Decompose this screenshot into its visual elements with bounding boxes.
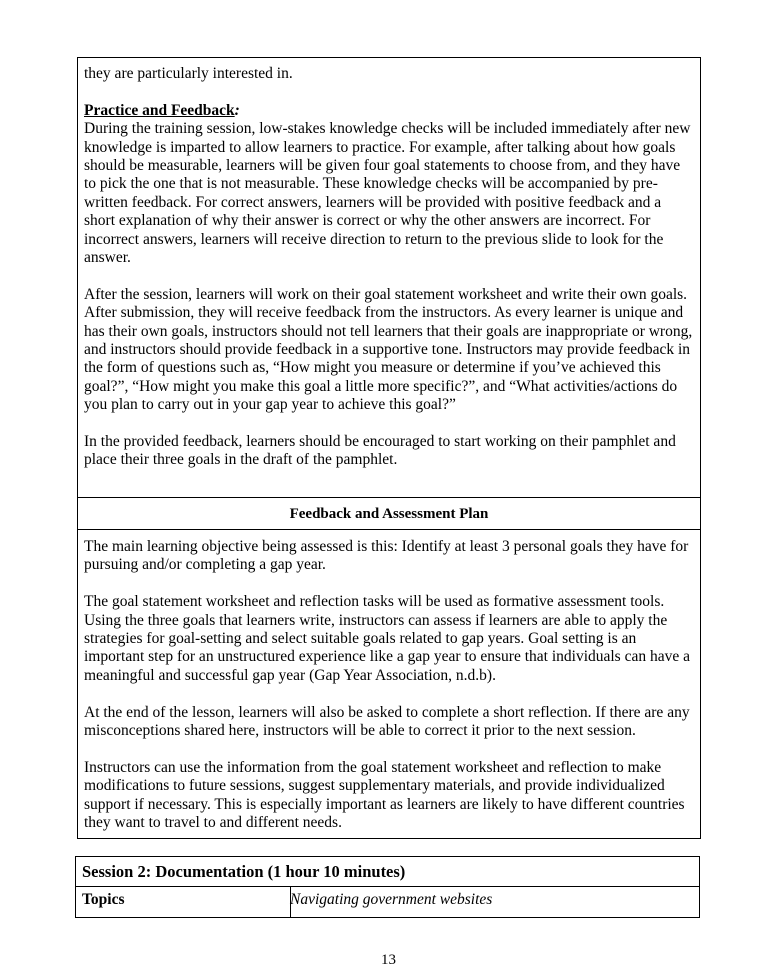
topics-label: Topics [76,887,291,917]
page-number: 13 [381,952,396,968]
practice-paragraph-2: After the session, learners will work on their goal statement worksheet and write their own goals. After submission, they will receive feedback from the instructors. As every learner is unique and has their own goals, instructors should not tell learners that their goals are inappropriate or wrong, and instructors should provide feedback in a supportive tone. Instructors may provide feedback in the form of questions such as, “How might you measure or determine if you’ve achieved this goal?”, “How might you make this goal a little more specific?”, and “What activities/actions do you plan to carry out in your gap year to achieve this goal?” [84,285,693,414]
topics-row [76,887,699,917]
practice-paragraph-1: During the training session, low-stakes knowledge checks will be included immediately after new knowledge is imparted to allow learners to practice. For example, after talking about how goals should be measurable, learners will be given four goal statements to choose from, and they have to pick the one that is not measurable. These knowledge checks will be accompanied by pre-written feedback. For correct answers, learners will be provided with positive feedback and a short explanation of why their answer is correct or why the other answers are incorrect. For incorrect answers, learners will receive direction to return to the previous slide to look for the answer. [84,120,691,267]
practice-feedback-cell [78,58,700,498]
practice-paragraph-3: In the provided feedback, learners should be encouraged to start working on their pamphlet and place their three goals in the draft of the pamphlet. [84,433,676,469]
practice-heading: Practice and Feedback [84,101,235,119]
assessment-heading: Feedback and Assessment Plan [78,498,700,530]
session2-title: Session 2: Documentation (1 hour 10 minutes) [76,857,699,887]
continuation-text: they are particularly interested in. [84,65,293,82]
topics-value: Navigating government websites [290,891,493,908]
assessment-cell [78,530,700,832]
assessment-paragraph-1: The main learning objective being assessed is this: Identify at least 3 personal goals they have for pursuing and/or completing a gap year. [84,538,689,574]
session2-table [75,856,700,918]
assessment-paragraph-3: At the end of the lesson, learners will also be asked to complete a short reflection. If there are any misconceptions shared here, instructors will be able to correct it prior to the next session. [84,703,690,740]
lesson-plan-table [77,57,701,839]
assessment-paragraph-4: Instructors can use the information from the goal statement worksheet and reflection to make modifications to future sessions, suggest supplementary materials, and provide individualized support if necessary. This is especially important as learners are likely to have different countries they want to travel to and different needs. [84,758,685,832]
practice-heading-line [84,102,694,120]
assessment-paragraph-2: The goal statement worksheet and reflection tasks will be used as formative assessment tools. Using the three goals that learners write, instructors can assess if learners are able to apply the strategies for goal-setting and select suitable goals related to gap years. Goal setting is an important step for an unstructured experience like a gap year to ensure that individuals can have a meaningful and successful gap year (Gap Year Association, n.d.b). [84,593,690,684]
practice-heading-colon: : [234,101,240,119]
